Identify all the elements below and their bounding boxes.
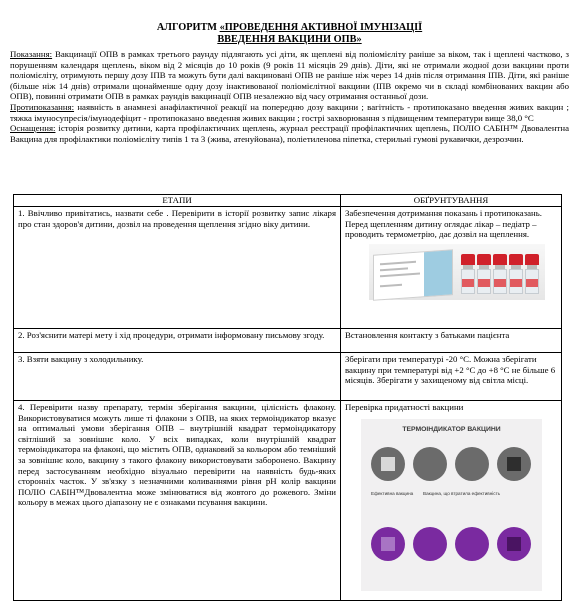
header-justification: ОБҐРУНТУВАННЯ — [341, 195, 562, 207]
reason-text: Забезпечення дотримання показань і протипоказань. Перед щепленням дитину оглядає лікар – педіатр – проводить термометрію, дає дозвіл на щеплення. — [345, 208, 542, 240]
thermoindicator-diagram — [361, 419, 542, 591]
contraindications-paragraph — [10, 102, 569, 123]
indications-text: Вакцинації ОПВ в рамках третього раунду підлягають усі діти, як щеплені від поліомієліту раніше за віком, так і щеплені частково, з порушенням календаря щеплень, віком від 2 місяців до 10 років (9 років 11 місяців 29 днів). Діти, які не отримали жодної дози вакцини проти поліомієліту, отримують першу дозу ІПВ та можуть бути далі вакциновані ОПВ не раніше ніж через 14 днів після отримання ІПВ. Діти, які раніше (більше ніж 14 днів) отримали щонайменше одну дозу інактивованої поліомієлітної вакцини (ІПВ окремо чи в складі комбінованих вакцин або ОПВ), повинні отримати ОПВ в рамках раундів вакцинації ОПВ незалежно від часу отримання останньої дози. — [10, 49, 569, 102]
table-row — [14, 353, 562, 401]
caption-ineffective: Вакцина, що втратила ефективність — [423, 490, 501, 496]
reason-cell — [341, 207, 562, 329]
step-cell: 3. Взяти вакцину з холодильнику. — [14, 353, 341, 401]
thermoindicator-title: ТЕРМОІНДИКАТОР ВАКЦИНИ — [402, 425, 501, 433]
indications-label: Показання: — [10, 49, 53, 59]
document-title — [10, 22, 569, 45]
vaccine-vial — [509, 254, 523, 294]
contraindications-label: Протипоказання: — [10, 101, 75, 112]
indications-paragraph — [10, 49, 569, 102]
reason-cell: Встановлення контакту з батьками пацієнта — [341, 329, 562, 353]
equipment-paragraph — [10, 123, 569, 144]
step-cell: 1. Ввічливо привітатись, назвати себе . Перевірити в історії розвитку запис лікаря про стан здоров'я дитини, дозвіл на проведення щеплення згідно віку дитини. — [14, 207, 341, 329]
indicator-grey-light-square — [371, 447, 405, 481]
indicator-grey-plain — [455, 447, 489, 481]
reason-cell — [341, 401, 562, 601]
vaccine-vial — [525, 254, 539, 294]
equipment-label: Оснащення: — [10, 123, 56, 134]
indicator-grey-plain — [413, 447, 447, 481]
table-row — [14, 401, 562, 601]
vaccine-vial — [461, 254, 475, 294]
step-cell: 4. Перевірити назву препарату, термін зберігання вакцини, цілісність флакону. Використовуватися можуть лише ті флакони з ОПВ, на яких термоіндикатор вказує на оптимальні умови зберігання ОПВ – внутрішній квадрат термоіндикатору світліший за зовнішнє коло. У всіх випадках, коли внутрішній квадрат термоіндикатора на флаконі, що містить ОПВ, однаковий за кольором або темніший за зовнішнє коло, вакцину з такого флакону використовувати заборонено. Вакцину перед застосуванням необхідно візуально перевірити на наявність будь-яких сторонніх часток. У зв'язку з незначними коливаннями рівня pH колір вакцини ПОЛІО САБІН™Двовалентна може змінюватися від жовтого до рожевого. Зміни кольору в межах цього діапазону не є ознаками псування вакцини. — [14, 401, 341, 601]
vaccine-box — [373, 249, 453, 301]
table-header-row — [14, 195, 562, 207]
equipment-text: історія розвитку дитини, карта профілактичних щеплень, журнал реєстрації профілактичних щеплень, ПОЛІО САБІН™ Двовалентна Вакцина для профілактики поліомієліту типів 1 та 3 (жива, атенуйована), поліетиленова піпетка, стерильні гумові рукавички, дезрозчин. — [10, 123, 569, 144]
contraindications-text: наявність в анамнезі анафілактичної реакції на попередню дозу вакцини ; вагітність - протипоказано введення живих вакцин ; тяжка імуносупресія/імунодефіцит - протипоказано введення живих вакцин ; гострі захворювання з підвищеним температури вище 38,0 °С — [10, 101, 569, 123]
vaccine-vial — [493, 254, 507, 294]
table-row — [14, 207, 562, 329]
table-row — [14, 329, 562, 353]
reason-text: Перевірка придатності вакцини — [345, 402, 464, 412]
title-main: «ПРОВЕДЕННЯ АКТИВНОЇ ІМУНІЗАЦІЇ — [219, 22, 423, 33]
title-subtitle: ВВЕДЕННЯ ВАКЦИНИ ОПВ» — [217, 33, 362, 45]
indicator-purple-light-square — [371, 527, 405, 561]
indicator-purple-dark-square — [497, 527, 531, 561]
title-prefix: АЛГОРИТМ — [156, 22, 220, 33]
algorithm-table — [13, 194, 562, 601]
document-page — [10, 6, 569, 144]
indicator-purple-plain — [413, 527, 447, 561]
reason-cell: Зберігати при температурі -20 °C. Можна зберігати вакцину при температурі від +2 °C до +8 °C не більше 6 місяців. Зберігати у захищеному від світла місці. — [341, 353, 562, 401]
indicator-grey-dark-square — [497, 447, 531, 481]
vaccine-vial — [477, 254, 491, 294]
step-cell: 2. Роз'яснити матері мету і хід процедури, отримати інформовану письмову згоду. — [14, 329, 341, 353]
vaccine-package-photo — [369, 244, 545, 300]
caption-effective: Ефективна вакцина — [371, 490, 414, 496]
indicator-purple-plain — [455, 527, 489, 561]
header-steps: ЕТАПИ — [14, 195, 341, 207]
intro-section — [10, 49, 569, 144]
